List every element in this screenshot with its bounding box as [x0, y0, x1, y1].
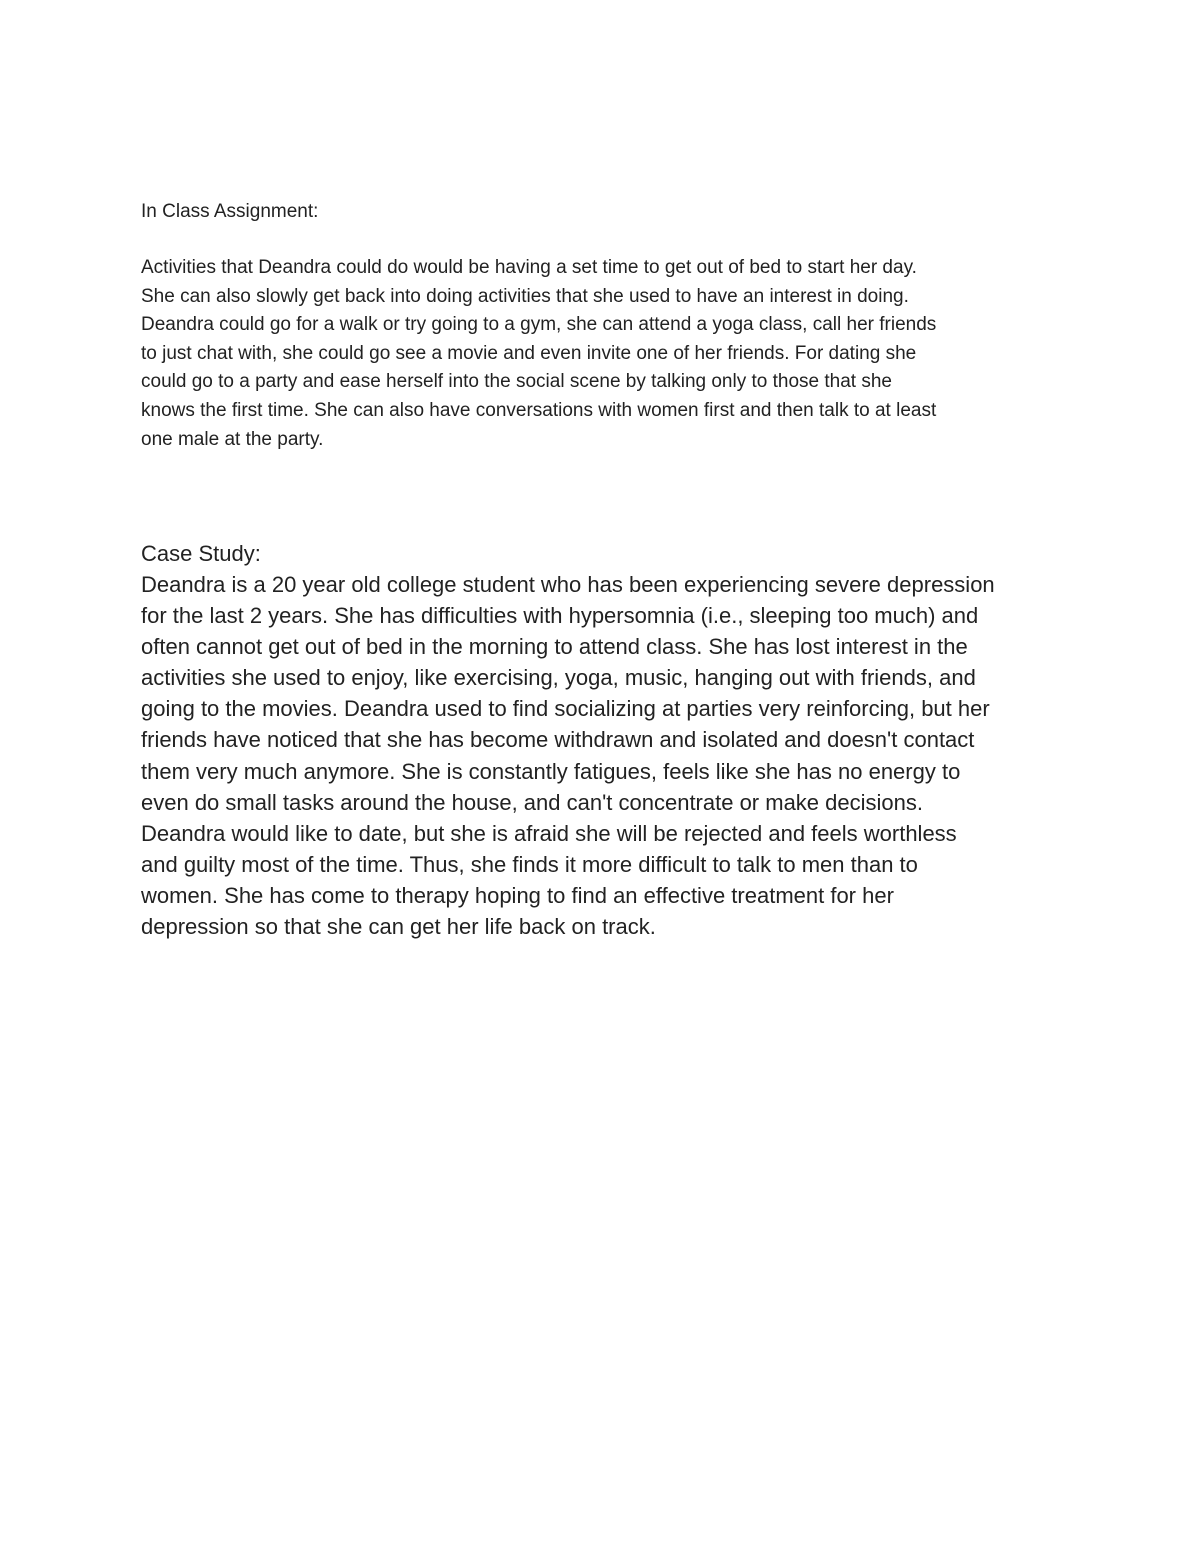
in-class-assignment-body: Activities that Deandra could do would be having a set time to get out of bed to start her day. She can also slowly get back into doing activities that she used to have an interest in doing. Deandra could go for a walk or try going to a gym, she can attend a yoga class, call her friends to just chat with, she could go see a movie and even invite one of her friends. For dating she could go to a party and ease herself into the social scene by talking only to those that she knows the first time. She can also have conversations with women first and then talk to at least one male at the party. — [141, 257, 937, 450]
case-study-heading: Case Study: — [141, 541, 261, 566]
in-class-assignment-heading: In Class Assignment: — [141, 201, 319, 222]
in-class-assignment-section — [141, 198, 1066, 454]
case-study-body: Deandra is a 20 year old college student who has been experiencing severe depression for the last 2 years. She has difficulties with hypersomnia (i.e., sleeping too much) and often cannot get out of bed in the morning to attend class. She has lost interest in the activities she used to enjoy, like exercising, yoga, music, hanging out with friends, and going to the movies. Deandra used to find socializing at parties very reinforcing, but her friends have noticed that she has become withdrawn and isolated and doesn't contact them very much anymore. She is constantly fatigues, feels like she has no energy to even do small tasks around the house, and can't concentrate or make decisions. Deandra would like to date, but she is afraid she will be rejected and feels worthless and guilty most of the time. Thus, she finds it more difficult to talk to men than to women. She has come to therapy hoping to find an effective treatment for her depression so that she can get her life back on track. — [141, 572, 995, 940]
case-study-section — [141, 538, 1066, 942]
